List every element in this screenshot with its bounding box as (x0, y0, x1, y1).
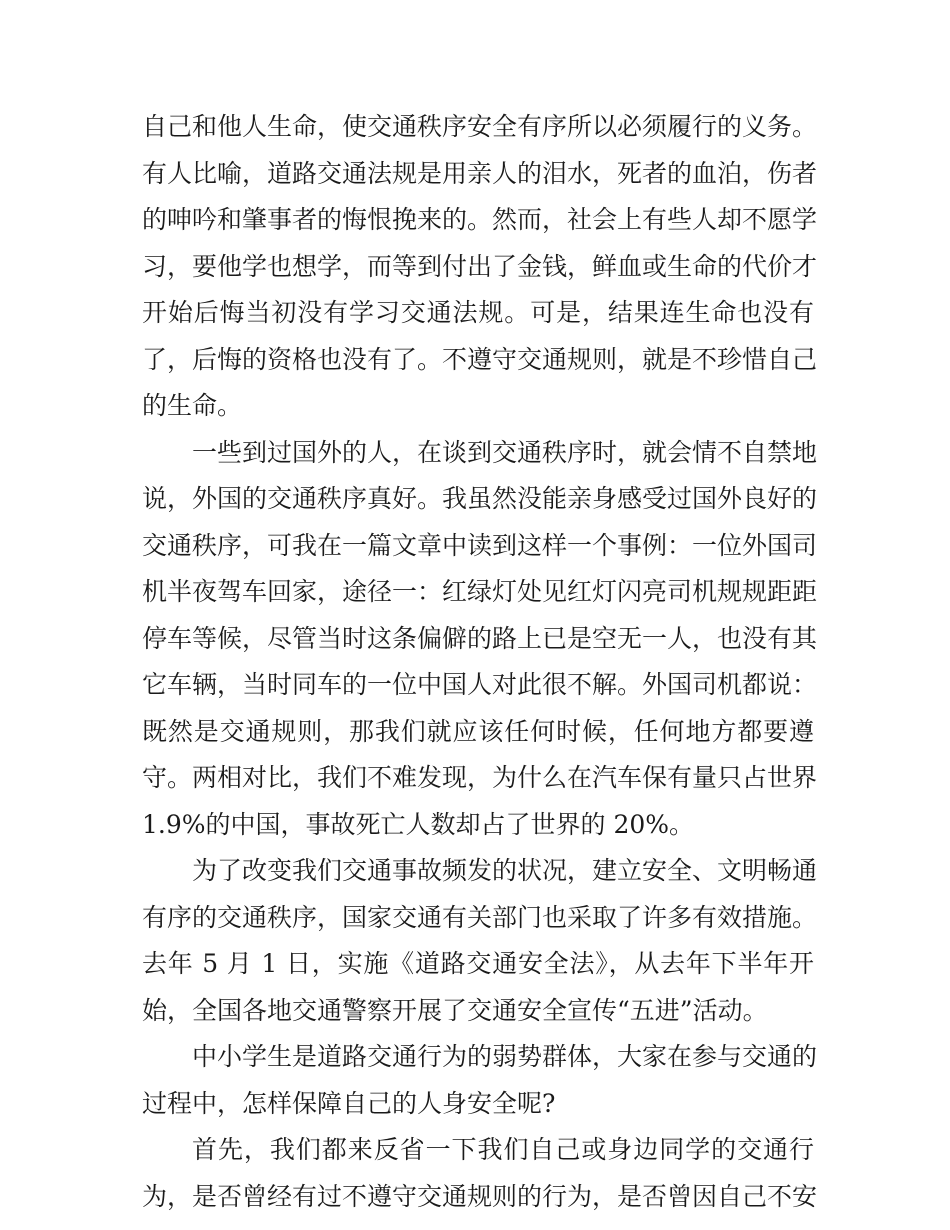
text-line: 一些到过国外的人，在谈到交通秩序时，就会情不自禁地 (192, 437, 818, 467)
text-line: 了，后悔的资格也没有了。不遵守交通规则，就是不珍惜自己 (142, 344, 818, 374)
body-text (142, 104, 818, 1220)
text-line: 去年 5 月 1 日，实施《道路交通安全法》，从去年下半年开 (142, 949, 814, 978)
text-line: 习，要他学也想学，而等到付出了金钱，鲜血或生命的代价才 (142, 251, 818, 281)
text-line: 交通秩序，可我在一篇文章中读到这样一个事例：一位外国司 (142, 530, 818, 560)
text-line: 开始后悔当初没有学习交通法规。可是，结果连生命也没有 (142, 298, 814, 327)
text-line: 的生命。 (142, 391, 243, 420)
text-line: 自己和他人生命，使交通秩序安全有序所以必须履行的义务。 (142, 112, 818, 141)
text-line: 1.9%的中国，事故死亡人数却占了世界的 20%。 (142, 809, 695, 839)
text-line: 有序的交通秩序，国家交通有关部门也采取了许多有效措施。 (142, 902, 818, 932)
text-line: 首先，我们都来反省一下我们自己或身边同学的交通行 (192, 1135, 814, 1164)
text-line: 有人比喻，道路交通法规是用亲人的泪水，死者的血泊，伤者 (142, 158, 818, 188)
text-line: 为，是否曾经有过不遵守交通规则的行为，是否曾因自己不安 (142, 1181, 818, 1211)
text-line: 停车等候，尽管当时这条偏僻的路上已是空无一人，也没有其 (142, 623, 818, 653)
text-line: 的呻吟和肇事者的悔恨挽来的。然而，社会上有些人却不愿学 (142, 205, 818, 234)
text-line: 它车辆，当时同车的一位中国人对此很不解。外国司机都说： (142, 670, 818, 699)
text-line: 既然是交通规则，那我们就应该任何时候，任何地方都要遵 (142, 716, 814, 746)
text-line: 守。两相对比，我们不难发现，为什么在汽车保有量只占世界 (142, 763, 818, 792)
text-line: 机半夜驾车回家，途径一：红绿灯处见红灯闪亮司机规规距距 (142, 577, 818, 606)
text-line: 为了改变我们交通事故频发的状况，建立安全、文明畅通 (192, 856, 818, 885)
text-line: 说，外国的交通秩序真好。我虽然没能亲身感受过国外良好的 (142, 484, 818, 513)
text-line: 过程中，怎样保障自己的人身安全呢? (142, 1088, 556, 1118)
text-line: 中小学生是道路交通行为的弱势群体，大家在参与交通的 (192, 1042, 818, 1071)
text-line: 始，全国各地交通警察开展了交通安全宣传“五进”活动。 (142, 995, 768, 1025)
